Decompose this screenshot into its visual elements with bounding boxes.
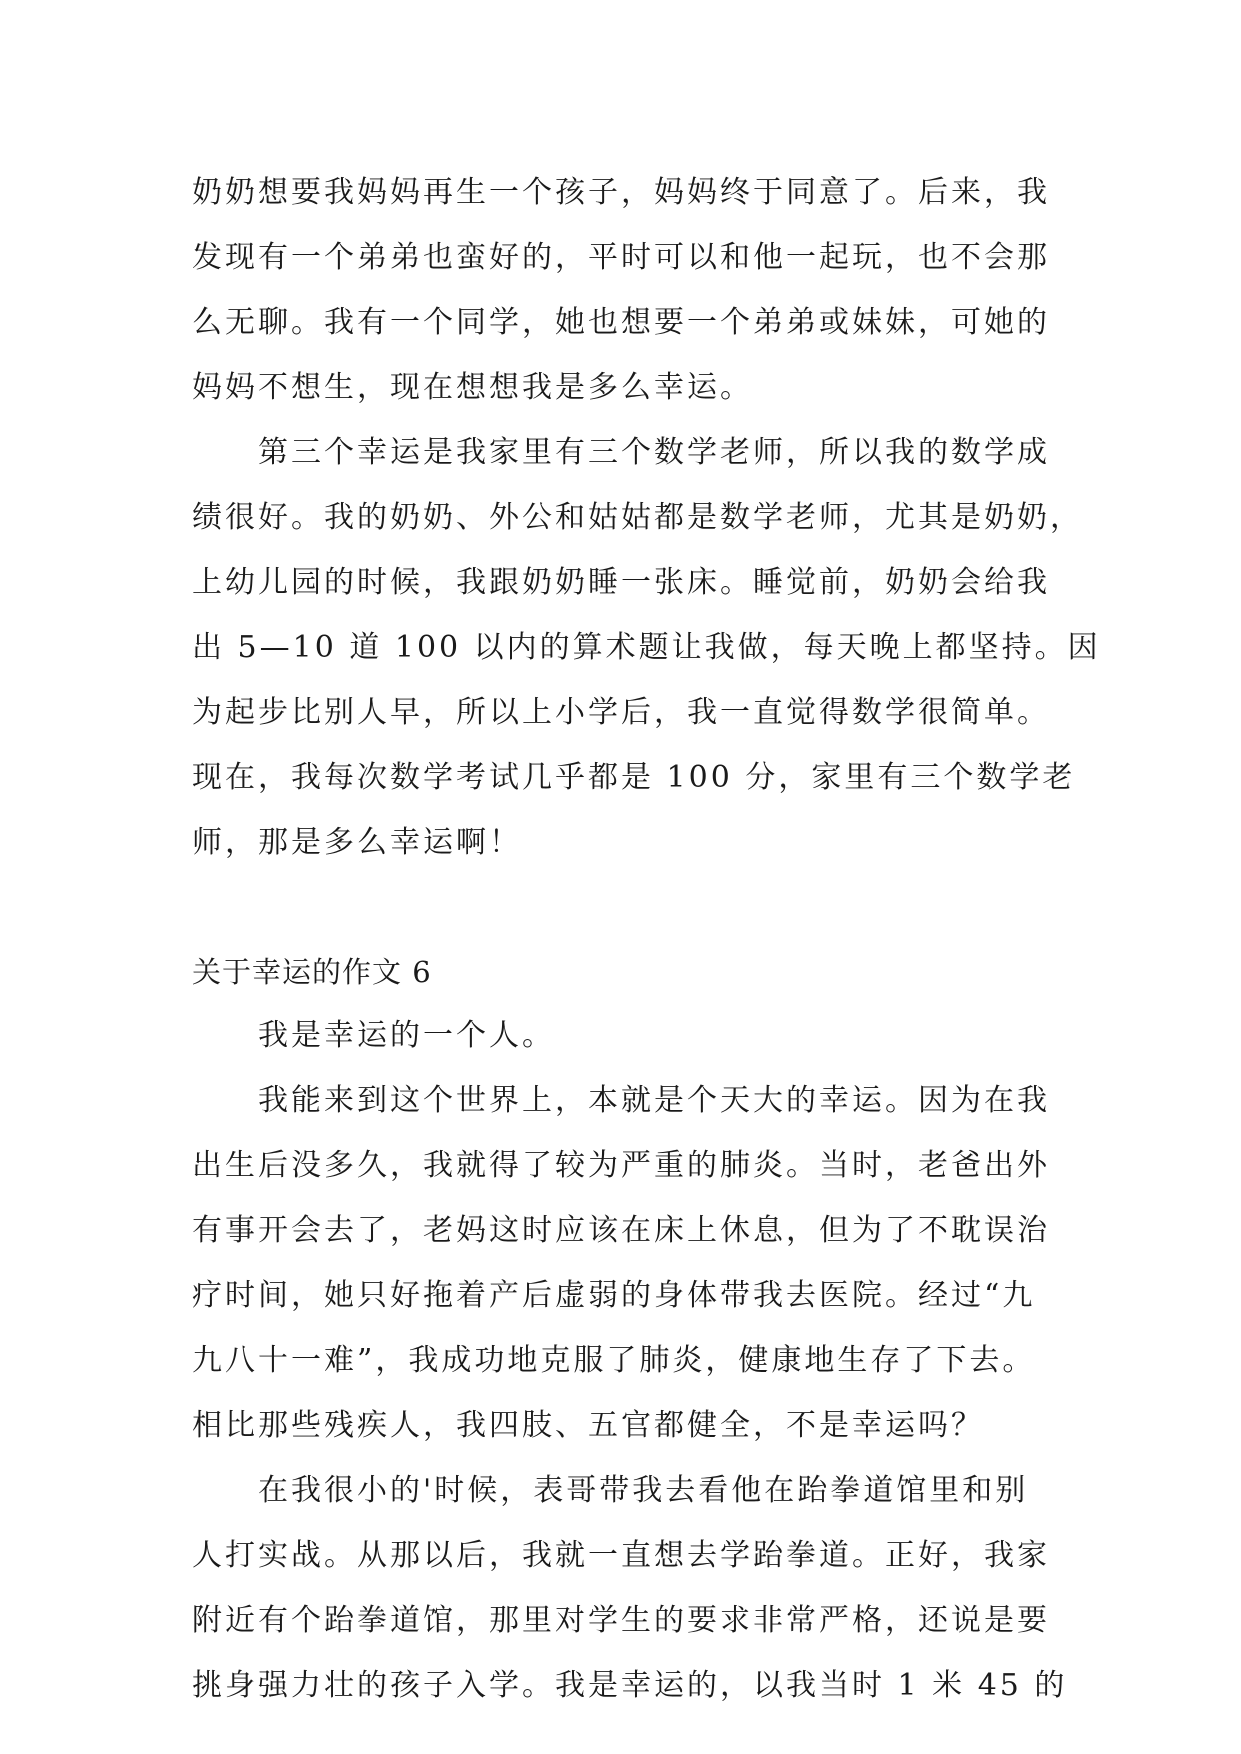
text-line: 在我很小的'时候，表哥带我去看他在跆拳道馆里和别 — [258, 1473, 1029, 1508]
text-line: 附近有个跆拳道馆，那里对学生的要求非常严格，还说是要 — [192, 1603, 1050, 1638]
text-line: 挑身强力壮的孩子入学。我是幸运的，以我当时 1 米 45 的 — [192, 1668, 1068, 1703]
text-line: 现在，我每次数学考试几乎都是 100 分，家里有三个数学老 — [192, 760, 1076, 795]
text-line: 出生后没多久，我就得了较为严重的肺炎。当时，老爸出外 — [192, 1148, 1050, 1183]
paragraph — [192, 1003, 1060, 1068]
text-line: 发现有一个弟弟也蛮好的，平时可以和他一起玩，也不会那 — [192, 240, 1050, 275]
paragraph — [192, 160, 1060, 420]
text-line: 为起步比别人早，所以上小学后，我一直觉得数学很简单。 — [192, 695, 1050, 730]
text-line: 奶奶想要我妈妈再生一个孩子，妈妈终于同意了。后来，我 — [192, 175, 1050, 210]
text-line: 绩很好。我的奶奶、外公和姑姑都是数学老师，尤其是奶奶， — [192, 500, 1083, 535]
text-line: 人打实战。从那以后，我就一直想去学跆拳道。正好，我家 — [192, 1538, 1050, 1573]
paragraph — [192, 1068, 1060, 1458]
text-line: 妈妈不想生，现在想想我是多么幸运。 — [192, 370, 753, 405]
text-line: 上幼儿园的时候，我跟奶奶睡一张床。睡觉前，奶奶会给我 — [192, 565, 1050, 600]
text-line: 疗时间，她只好拖着产后虚弱的身体带我去医院。经过“九 — [192, 1278, 1036, 1313]
section-spacer — [192, 875, 1060, 941]
text-line: 有事开会去了，老妈这时应该在床上休息，但为了不耽误治 — [192, 1213, 1050, 1248]
text-line: 相比那些残疾人，我四肢、五官都健全，不是幸运吗？ — [192, 1408, 984, 1443]
text-line: 第三个幸运是我家里有三个数学老师，所以我的数学成 — [258, 435, 1050, 470]
text-line: 出 5—10 道 100 以内的算术题让我做，每天晚上都坚持。因 — [192, 630, 1101, 665]
paragraph — [192, 420, 1101, 875]
text-line: 么无聊。我有一个同学，她也想要一个弟弟或妹妹，可她的 — [192, 305, 1050, 340]
text-line: 我能来到这个世界上，本就是个天大的幸运。因为在我 — [258, 1083, 1050, 1118]
paragraph — [192, 1458, 1068, 1718]
text-line: 师，那是多么幸运啊！ — [192, 825, 522, 860]
text-line: 九八十一难”，我成功地克服了肺炎，健康地生存了下去。 — [192, 1343, 1036, 1378]
text-line: 我是幸运的一个人。 — [258, 1018, 555, 1053]
section-heading: 关于幸运的作文 6 — [192, 955, 432, 989]
document-page — [192, 160, 1101, 1718]
